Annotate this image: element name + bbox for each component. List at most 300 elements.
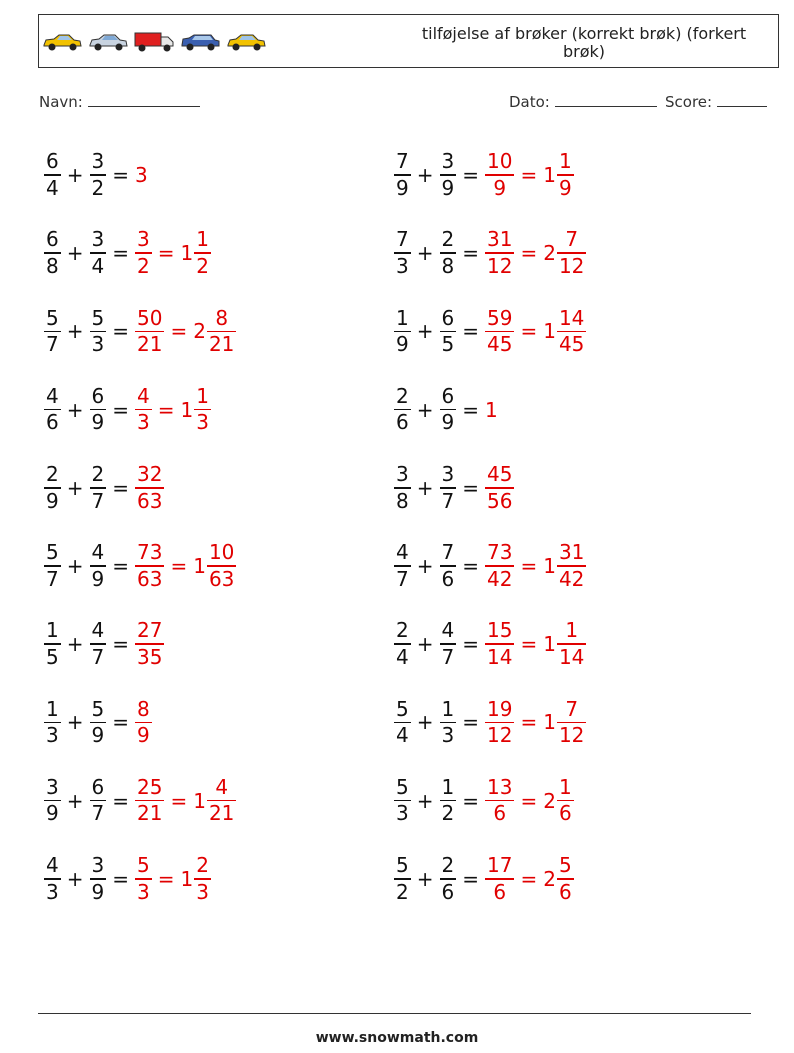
numerator: 19 — [487, 696, 513, 721]
answer-whole: 1 — [485, 397, 498, 422]
denominator: 12 — [487, 723, 513, 748]
numerator: 2 — [396, 618, 409, 643]
numerator: 7 — [565, 227, 579, 252]
numerator: 25 — [137, 774, 163, 799]
numerator: 32 — [137, 462, 163, 486]
denominator: 9 — [441, 175, 455, 200]
fraction-a — [394, 227, 411, 279]
yellow-car-icon — [41, 32, 83, 52]
problem-item — [44, 534, 236, 598]
numerator: 27 — [137, 618, 163, 643]
answer-equals-sign: = — [520, 241, 538, 266]
denominator: 6 — [46, 410, 59, 435]
denominator: 3 — [441, 723, 455, 748]
denominator: 5 — [441, 332, 455, 357]
equals-sign: = — [112, 632, 129, 657]
silver-car-icon — [87, 32, 129, 52]
numerator: 73 — [137, 540, 163, 565]
plus-sign: + — [416, 163, 434, 187]
denominator: 63 — [137, 566, 163, 591]
answer-fraction — [135, 227, 152, 279]
answer-equals-sign: = — [520, 866, 538, 891]
mixed-whole: 2 — [543, 788, 556, 813]
answer-fraction — [485, 697, 514, 749]
numerator: 5 — [558, 853, 572, 877]
denominator: 9 — [91, 879, 105, 904]
problem-item — [394, 299, 586, 363]
numerator: 4 — [137, 383, 150, 408]
fraction-b — [440, 384, 457, 436]
numerator: 6 — [91, 774, 105, 799]
score-field — [665, 93, 767, 111]
numerator: 17 — [487, 853, 513, 877]
denominator: 12 — [558, 723, 585, 748]
score-label: Score: — [665, 93, 713, 111]
mixed-fraction — [207, 775, 236, 827]
plus-sign: + — [416, 788, 434, 813]
denominator: 4 — [91, 253, 105, 278]
problem-item — [394, 378, 498, 442]
equals-sign: = — [462, 397, 479, 422]
equals-sign: = — [462, 788, 479, 813]
problem-item — [394, 534, 586, 598]
numerator: 1 — [46, 618, 59, 643]
footer-url: www.snowmath.com — [315, 1030, 479, 1046]
denominator: 2 — [441, 801, 455, 826]
plus-sign: + — [66, 632, 84, 657]
denominator: 6 — [396, 410, 409, 435]
numerator: 8 — [137, 696, 150, 721]
fraction-b — [440, 149, 457, 201]
denominator: 2 — [91, 175, 105, 200]
fraction-b — [440, 227, 457, 279]
mixed-whole: 2 — [193, 319, 206, 344]
answer — [135, 618, 164, 670]
denominator: 8 — [46, 253, 59, 278]
denominator: 2 — [137, 253, 150, 278]
denominator: 6 — [493, 879, 507, 904]
numerator: 4 — [91, 540, 105, 565]
numerator: 4 — [396, 540, 409, 565]
plus-sign: + — [66, 241, 84, 266]
equals-sign: = — [112, 319, 129, 344]
plus-sign: + — [66, 397, 84, 422]
denominator: 12 — [558, 253, 585, 278]
denominator: 5 — [46, 644, 59, 669]
plus-sign: + — [416, 632, 434, 657]
problem-item — [394, 690, 586, 754]
numerator: 15 — [487, 618, 513, 643]
fraction-a — [44, 618, 61, 670]
numerator: 3 — [441, 149, 455, 174]
mixed-fraction — [194, 853, 211, 905]
answer — [135, 163, 148, 187]
fraction-a — [44, 697, 61, 749]
answer — [485, 398, 498, 422]
numerator: 10 — [208, 540, 235, 565]
answer-equals-sign: = — [170, 319, 188, 344]
answer — [135, 775, 236, 827]
numerator: 3 — [396, 462, 409, 486]
fraction-b — [90, 697, 107, 749]
mixed-fraction — [557, 540, 586, 592]
numerator: 3 — [441, 462, 455, 486]
numerator: 6 — [441, 305, 455, 330]
plus-sign: + — [66, 475, 84, 500]
denominator: 3 — [137, 410, 150, 435]
fraction-a — [394, 149, 411, 201]
equals-sign: = — [112, 397, 129, 422]
answer — [485, 540, 586, 592]
mixed-whole: 1 — [180, 866, 194, 891]
problem-item — [44, 221, 211, 285]
denominator: 9 — [46, 801, 59, 826]
answer — [485, 306, 586, 358]
fraction-a — [44, 462, 61, 514]
denominator: 35 — [137, 644, 163, 669]
denominator: 9 — [137, 723, 150, 748]
numerator: 2 — [91, 462, 105, 486]
mixed-fraction — [557, 618, 586, 670]
numerator: 2 — [46, 462, 59, 486]
fraction-a — [44, 384, 61, 436]
answer-equals-sign: = — [520, 632, 538, 657]
mixed-whole: 1 — [543, 632, 556, 657]
mixed-fraction — [557, 853, 574, 905]
answer-equals-sign: = — [520, 788, 538, 813]
answer-fraction — [135, 306, 164, 358]
denominator: 63 — [137, 488, 163, 513]
mixed-fraction — [207, 306, 236, 358]
denominator: 6 — [493, 801, 507, 826]
answer — [135, 227, 211, 279]
denominator: 45 — [558, 332, 585, 357]
equals-sign: = — [112, 241, 129, 266]
numerator: 6 — [46, 149, 59, 174]
numerator: 14 — [558, 305, 585, 330]
answer-equals-sign: = — [520, 319, 538, 344]
numerator: 5 — [46, 305, 59, 330]
denominator: 56 — [487, 488, 513, 513]
numerator: 3 — [91, 227, 105, 252]
plus-sign: + — [66, 554, 84, 578]
mixed-whole: 1 — [193, 554, 206, 578]
answer-fraction — [485, 462, 514, 514]
equals-sign: = — [112, 163, 129, 187]
fraction-b — [90, 227, 107, 279]
denominator: 4 — [396, 723, 409, 748]
denominator: 4 — [46, 175, 59, 200]
numerator: 4 — [441, 618, 455, 643]
denominator: 3 — [196, 410, 209, 435]
answer-fraction — [485, 540, 514, 592]
problem-item — [44, 769, 236, 833]
denominator: 45 — [487, 332, 513, 357]
problem-item — [44, 299, 236, 363]
denominator: 7 — [91, 644, 105, 669]
numerator: 1 — [441, 774, 455, 799]
mixed-whole: 1 — [543, 163, 556, 187]
answer-fraction — [135, 540, 164, 592]
mixed-fraction — [194, 384, 211, 436]
denominator: 3 — [46, 879, 59, 904]
numerator: 1 — [196, 227, 209, 252]
denominator: 42 — [487, 566, 513, 591]
footer-divider — [38, 1013, 751, 1014]
answer — [485, 853, 574, 905]
numerator: 5 — [91, 305, 105, 330]
mixed-fraction — [207, 540, 236, 592]
equals-sign: = — [112, 866, 129, 891]
numerator: 3 — [46, 774, 59, 799]
plus-sign: + — [416, 475, 434, 500]
numerator: 1 — [441, 696, 455, 721]
numerator: 45 — [487, 462, 513, 486]
denominator: 14 — [487, 644, 513, 669]
mixed-fraction — [557, 227, 586, 279]
denominator: 6 — [558, 879, 572, 904]
date-blank[interactable] — [555, 93, 657, 107]
fraction-b — [90, 384, 107, 436]
red-truck-icon — [133, 31, 175, 53]
mixed-whole: 1 — [180, 397, 194, 422]
numerator: 1 — [46, 696, 59, 721]
denominator: 4 — [396, 644, 409, 669]
problem-item — [44, 143, 148, 207]
answer-whole: 3 — [135, 163, 148, 187]
problem-item — [394, 769, 574, 833]
denominator: 6 — [441, 879, 455, 904]
fraction-a — [44, 227, 61, 279]
plus-sign: + — [66, 710, 84, 735]
date-field — [509, 93, 657, 111]
plus-sign: + — [416, 710, 434, 735]
numerator: 3 — [91, 853, 105, 877]
plus-sign: + — [416, 554, 434, 578]
denominator: 7 — [441, 488, 455, 513]
blue-car-icon — [179, 32, 221, 52]
mixed-whole: 1 — [543, 710, 556, 735]
answer-equals-sign: = — [157, 241, 175, 266]
denominator: 9 — [46, 488, 59, 513]
denominator: 14 — [558, 644, 585, 669]
fraction-b — [440, 306, 457, 358]
denominator: 9 — [91, 410, 105, 435]
name-field — [39, 93, 200, 111]
answer-equals-sign: = — [170, 554, 188, 578]
mixed-whole: 1 — [543, 554, 556, 578]
mixed-whole: 1 — [180, 241, 194, 266]
numerator: 2 — [196, 853, 209, 877]
plus-sign: + — [66, 866, 84, 891]
denominator: 12 — [487, 253, 513, 278]
numerator: 1 — [558, 774, 572, 799]
equals-sign: = — [112, 710, 129, 735]
equals-sign: = — [462, 163, 479, 187]
answer — [485, 149, 574, 201]
numerator: 3 — [91, 149, 105, 174]
mixed-fraction — [557, 149, 574, 201]
numerator: 5 — [91, 696, 105, 721]
answer-equals-sign: = — [157, 397, 175, 422]
answer-fraction — [485, 149, 514, 201]
yellow-car-icon — [225, 32, 267, 52]
mixed-fraction — [557, 775, 574, 827]
denominator: 9 — [396, 175, 409, 200]
equals-sign: = — [462, 475, 479, 500]
fraction-a — [44, 775, 61, 827]
numerator: 7 — [565, 696, 579, 721]
numerator: 5 — [46, 540, 59, 565]
denominator: 21 — [137, 801, 163, 826]
fraction-b — [440, 540, 457, 592]
numerator: 13 — [487, 774, 513, 799]
date-label: Dato: — [509, 93, 550, 111]
numerator: 31 — [487, 227, 513, 252]
numerator: 2 — [441, 227, 455, 252]
answer-fraction — [135, 618, 164, 670]
denominator: 7 — [91, 488, 105, 513]
fraction-b — [440, 697, 457, 749]
answer — [485, 618, 586, 670]
denominator: 3 — [46, 723, 59, 748]
fraction-b — [440, 853, 457, 905]
denominator: 9 — [91, 566, 105, 591]
denominator: 3 — [396, 253, 409, 278]
fraction-b — [440, 462, 457, 514]
equals-sign: = — [112, 554, 129, 578]
numerator: 8 — [215, 305, 229, 330]
numerator: 4 — [215, 774, 229, 799]
denominator: 7 — [46, 332, 59, 357]
mixed-whole: 1 — [193, 788, 206, 813]
numerator: 4 — [46, 853, 59, 877]
answer — [485, 697, 586, 749]
denominator: 8 — [396, 488, 409, 513]
plus-sign: + — [416, 866, 434, 891]
name-label: Navn: — [39, 93, 83, 111]
fraction-a — [394, 384, 411, 436]
answer — [135, 540, 236, 592]
answer-fraction — [485, 853, 514, 905]
denominator: 3 — [396, 801, 409, 826]
fraction-b — [90, 306, 107, 358]
numerator: 59 — [487, 305, 513, 330]
plus-sign: + — [66, 319, 84, 344]
denominator: 9 — [91, 723, 105, 748]
denominator: 21 — [208, 801, 235, 826]
problem-item — [44, 378, 211, 442]
equals-sign: = — [462, 866, 479, 891]
denominator: 6 — [441, 566, 455, 591]
denominator: 2 — [396, 879, 409, 904]
answer-fraction — [135, 697, 152, 749]
name-blank[interactable] — [88, 93, 200, 107]
equals-sign: = — [462, 554, 479, 578]
equals-sign: = — [112, 788, 129, 813]
numerator: 73 — [487, 540, 513, 565]
answer — [485, 462, 514, 514]
numerator: 50 — [137, 305, 163, 330]
answer — [135, 462, 164, 514]
answer-fraction — [135, 384, 152, 436]
fraction-a — [394, 462, 411, 514]
numerator: 1 — [558, 149, 572, 174]
numerator: 2 — [441, 853, 455, 877]
answer-equals-sign: = — [520, 163, 538, 187]
score-blank[interactable] — [717, 93, 767, 107]
denominator: 42 — [558, 566, 585, 591]
equals-sign: = — [112, 475, 129, 500]
fraction-b — [90, 462, 107, 514]
equals-sign: = — [462, 632, 479, 657]
answer-fraction — [135, 853, 152, 905]
mixed-fraction — [557, 697, 586, 749]
denominator: 7 — [441, 644, 455, 669]
numerator: 6 — [441, 383, 455, 408]
answer-equals-sign: = — [170, 788, 188, 813]
answer-equals-sign: = — [157, 866, 175, 891]
denominator: 63 — [208, 566, 235, 591]
fraction-a — [394, 540, 411, 592]
numerator: 10 — [487, 149, 513, 174]
problem-item — [44, 612, 164, 676]
fraction-a — [394, 697, 411, 749]
problem-item — [394, 143, 574, 207]
answer-fraction — [485, 227, 514, 279]
problem-item — [394, 612, 586, 676]
problem-item — [44, 690, 152, 754]
fraction-b — [90, 775, 107, 827]
answer — [135, 697, 152, 749]
car-icons-row — [41, 29, 267, 55]
mixed-whole: 1 — [543, 319, 556, 344]
worksheet-header — [38, 14, 779, 68]
denominator: 3 — [137, 879, 150, 904]
problem-item — [44, 456, 164, 520]
equals-sign: = — [462, 710, 479, 735]
denominator: 21 — [137, 332, 163, 357]
fraction-a — [394, 775, 411, 827]
numerator: 6 — [46, 227, 59, 252]
numerator: 4 — [46, 383, 59, 408]
problem-item — [394, 847, 574, 911]
answer-fraction — [135, 775, 164, 827]
fraction-b — [90, 618, 107, 670]
denominator: 8 — [441, 253, 455, 278]
numerator: 5 — [396, 696, 409, 721]
fraction-a — [394, 618, 411, 670]
equals-sign: = — [462, 319, 479, 344]
numerator: 7 — [396, 227, 409, 252]
denominator: 3 — [91, 332, 105, 357]
answer-fraction — [135, 462, 164, 514]
denominator: 9 — [558, 175, 572, 200]
denominator: 2 — [196, 253, 209, 278]
fraction-a — [44, 540, 61, 592]
fraction-a — [44, 149, 61, 201]
answer-equals-sign: = — [520, 554, 538, 578]
answer — [485, 775, 574, 827]
plus-sign: + — [66, 788, 84, 813]
numerator: 5 — [396, 853, 409, 877]
numerator: 5 — [137, 853, 150, 877]
fraction-b — [440, 618, 457, 670]
denominator: 21 — [208, 332, 235, 357]
answer-fraction — [485, 306, 514, 358]
answer — [485, 227, 586, 279]
fraction-b — [90, 853, 107, 905]
